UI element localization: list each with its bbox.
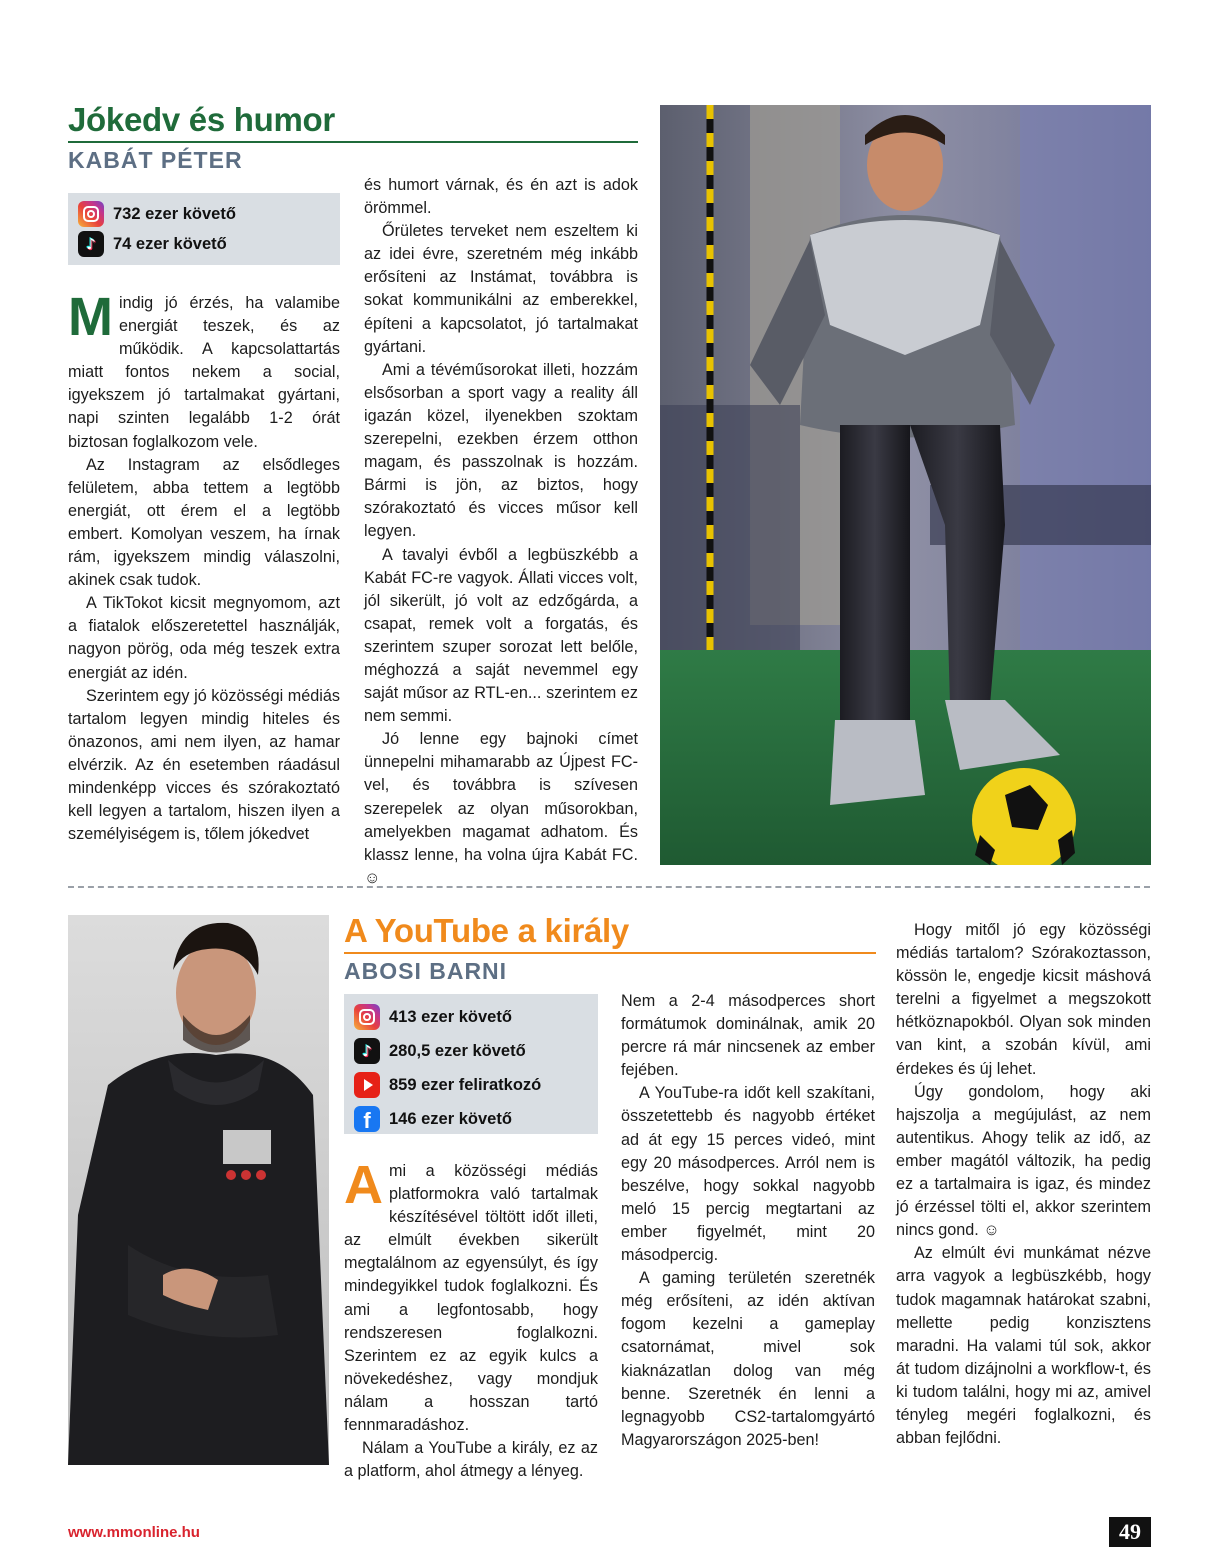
youtube-icon — [354, 1072, 380, 1098]
article1-dropcap: M — [68, 287, 113, 347]
article1-stat-tiktok — [78, 229, 330, 259]
article2-stat-facebook — [354, 1102, 588, 1136]
paragraph: mi a közösségi médiás platformokra való tartalmak készítésével töltött időt illeti, az elmúlt években sikerült megtalálnom az egyensúlyt, és így mindegyikkel tudok foglalkozni. És ami a legfontosabb, hogy rendszeresen foglalkozni. Szerintem ez az egyik kulcs a növekedéshez, vagy mondjuk nálam a hosszan tartó fennmaradáshoz. — [344, 1162, 598, 1435]
article1-subtitle: KABÁT PÉTER — [68, 147, 243, 173]
stat-text: 146 ezer követő — [389, 1109, 512, 1128]
article1-title-rule — [68, 141, 638, 143]
stat-text: 74 ezer követő — [113, 234, 227, 253]
stat-text: 859 ezer feliratkozó — [389, 1075, 542, 1094]
article2-column-3 — [896, 919, 1151, 1450]
abosi-barni-photo — [68, 915, 329, 1465]
page-number: 49 — [1109, 1517, 1151, 1547]
paragraph: Úgy gondolom, hogy aki hajszolja a megújulást, az nem autentikus. Ahogy telik az idő, az ember magától változik, ha pedig ez a tartalmaira is igaz, és mindez jó érzéssel tölti el, akkor szerintem nincs gond. ☺ — [896, 1082, 1151, 1240]
paragraph: Nem a 2-4 másodperces short formátumok dominálnak, amik 20 percre rá már nincsenek az ember fejében. — [621, 992, 875, 1080]
paragraph: Az Instagram az elsődleges felületem, abba tettem a legtöbb energiát, ott érem el a legtöbb embert. Komolyan veszem, ha írnak rám, igyekszem mindig válaszolni, akinek csak tudok. — [68, 455, 340, 590]
tiktok-icon — [354, 1038, 380, 1064]
tiktok-icon — [78, 231, 104, 257]
paragraph: Ami a tévéműsorokat illeti, hozzám elsősorban a sport vagy a reality áll igazán közel, ilyenekben szoktam szerepelni, ezekben érzem otthon magam, és passzolnak is hozzám. Bármi is jön, az biztos, hogy szórakoztató és vicces műsor kell legyen. — [364, 360, 638, 541]
article2-title-rule — [344, 952, 876, 954]
article2-subtitle: ABOSI BARNI — [344, 958, 508, 984]
photo-illustration — [68, 915, 329, 1465]
article2-stat-youtube — [354, 1068, 588, 1102]
article1-stat-instagram — [78, 199, 330, 229]
paragraph: Nálam a YouTube a király, ez az a platform, ahol átmegy a lényeg. — [344, 1439, 598, 1481]
article1-column-1 — [68, 287, 340, 846]
facebook-icon — [354, 1106, 380, 1132]
article2-stat-tiktok — [354, 1034, 588, 1068]
article1-column-2 — [364, 174, 638, 890]
section-divider — [68, 886, 1150, 888]
article2-dropcap: A — [344, 1155, 383, 1215]
photo-illustration — [660, 105, 1151, 865]
stat-text: 280,5 ezer követő — [389, 1041, 526, 1060]
article1-stats-box — [68, 193, 340, 265]
article1-title: Jókedv és humor — [68, 101, 335, 138]
article2-column-2 — [621, 990, 875, 1452]
article2-stat-instagram — [354, 1000, 588, 1034]
instagram-icon — [354, 1004, 380, 1030]
paragraph: indig jó érzés, ha valamibe energiát teszek, és az működik. A kapcsolattartás miatt fontos nekem a social, igyekszem jó tartalmakat gyártani, napi szinten legalább 1-2 órát biztosan foglalkozom vele. — [68, 294, 340, 451]
paragraph: A tavalyi évből a legbüszkébb a Kabát FC-re vagyok. Állati vicces volt, jól sikerült, jó volt az edzőgárda, a csapat, remek volt a forgatás, és szerintem szuper sorozat lett belőle, méghozzá a saját nevemmel egy saját műsor az RTL-en... szerintem ez nem semmi. — [364, 545, 638, 726]
article2-stats-box — [344, 994, 598, 1134]
kabat-peter-photo — [660, 105, 1151, 865]
paragraph: A gaming területén szeretnék még erősíteni, az idén aktívan fogom kezelni a gameplay csatornámat, mivel sok kiaknázatlan dolog van még benne. Szeretnék én lenni a legnagyobb CS2-tartalomgyártó Magyarországon 2025-ben! — [621, 1269, 875, 1449]
paragraph: A YouTube-ra időt kell szakítani, összetettebb és nagyobb értéket ad át egy 15 perces videó, mint egy 20 másodperces. Arról nem is beszélve, hogy sokkal nagyobb meló 15 percig megtartani az ember figyelmét, mint 20 másodpercig. — [621, 1084, 875, 1265]
paragraph: Az elmúlt évi munkámat nézve arra vagyok a legbüszkébb, hogy tudok magamnak határokat szabni, mellette pedig konzisztens maradni. Ha valami túl sok, akkor át tudom dizájnolni a workflow-t, és ki tudom találni, hogy mi az, amivel tényleg megéri foglalkozni, és abban fejlődni. — [896, 1244, 1151, 1448]
website-link[interactable]: www.mmonline.hu — [68, 1524, 200, 1541]
paragraph: A TikTokot kicsit megnyomom, azt a fiatalok előszeretettel használják, nagyon pörög, oda még teszek extra energiát az idén. — [68, 594, 340, 682]
stat-text: 732 ezer követő — [113, 204, 236, 223]
paragraph: és humort várnak, és én azt is adok örömmel. — [364, 176, 638, 218]
paragraph: Jó lenne egy bajnoki címet ünnepelni mihamarabb az Újpest FC-vel, és továbbra is szívesen szerepelek az olyan műsorokban, amelyekben magamat adhatom. És klassz lenne, ha volna újra Kabát FC. ☺ — [364, 730, 638, 887]
article2-column-1 — [344, 1155, 598, 1483]
paragraph: Őrületes terveket nem eszeltem ki az idei évre, szeretném még inkább erősíteni az Instámat, továbbra is sokat kommunikálni az emberekkel, építeni a kapcsolatot, jó tartalmakat gyártani. — [364, 222, 638, 356]
paragraph: Hogy mitől jó egy közösségi médiás tartalom? Szórakoztasson, kössön le, engedje kicsit máshová terelni a figyelmet a megszokott hétköznapokból. Olyan sok minden van kint, a szobán kívül, ami érdekes és új lehet. — [896, 921, 1151, 1078]
instagram-icon — [78, 201, 104, 227]
stat-text: 413 ezer követő — [389, 1007, 512, 1026]
article2-title: A YouTube a király — [344, 912, 629, 949]
paragraph: Szerintem egy jó közösségi médiás tartalom legyen mindig hiteles és önazonos, ami nem ilyen, az hamar elvérzik. Az én esetemben ráadásul mindenképp vicces és szórakoztató kell legyen a tartalom, hiszen ilyen a személyiségem is, tőlem jókedvet — [68, 686, 340, 844]
